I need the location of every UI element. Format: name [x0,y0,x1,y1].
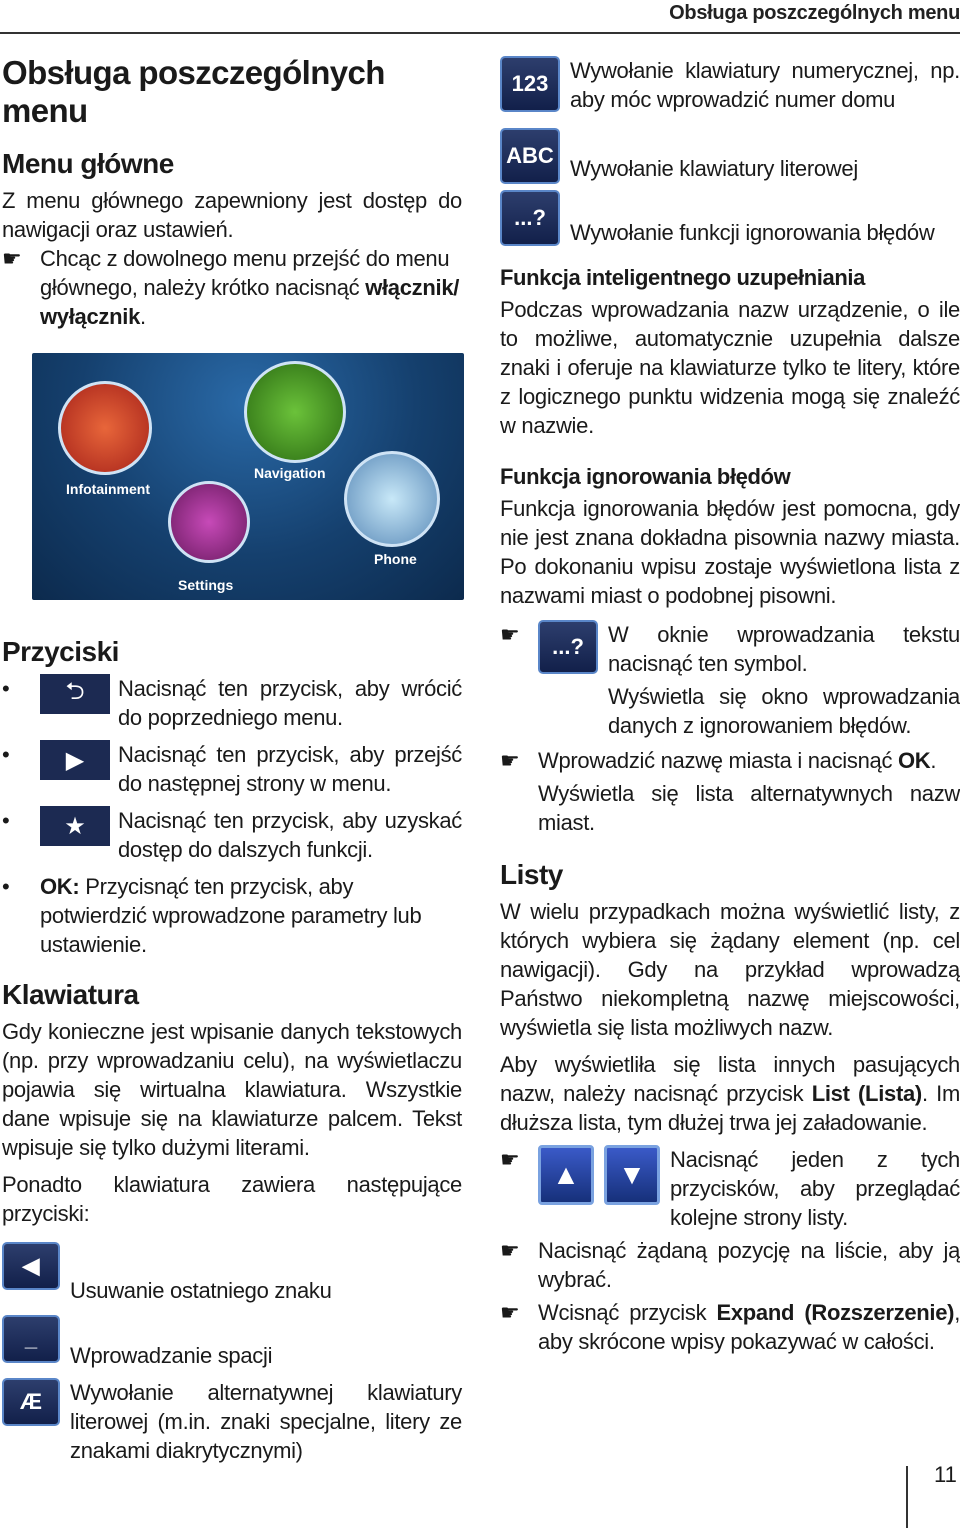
left-column [2,48,462,1465]
button-item-back: • ⮌ Nacisnąć ten przycisk, aby wrócić do poprzedniego menu. [2,676,462,730]
key-row-ignore [500,190,960,247]
play-next-icon: ▶ [40,740,110,780]
tip-text: Chcąc z dowolnego menu przejść do menu głównego, należy krótko nacisnąć [40,246,450,300]
header-rule [0,32,960,34]
button-desc: Nacisnąć ten przycisk, aby przejść do następnej strony w menu. [118,742,462,796]
step-text: Nacisnąć jeden z tych przycisków, aby przeglądać kolejne strony listy. [670,1147,960,1230]
page-number: 11 [934,1462,957,1487]
button-desc: Nacisnąć ten przycisk, aby uzyskać dostęp do dalszych funkcji. [118,808,462,862]
tip-bold: włącznik/ wyłącznik [40,275,460,329]
lists-para-2 [500,1050,960,1137]
page-number-rule [906,1466,908,1528]
key-desc: Wywołanie klawiatury numerycznej, np. aby móc wprowadzić numer domu [570,58,960,112]
step-text: Nacisnąć żądaną pozycję na liście, aby ją wybrać. [538,1238,960,1292]
pointing-hand-icon: ☛ [2,246,22,271]
menu-label-settings: Settings [178,577,234,593]
button-item-more: • ★ Nacisnąć ten przycisk, aby uzyskać dostęp do dalszych funkcji. [2,808,462,862]
key-desc: Wywołanie funkcji ignorowania błędów [570,220,935,245]
pointing-hand-icon: ☛ [500,1300,520,1325]
section-heading-main-menu: Menu główne [2,148,174,179]
menu-label-navigation: Navigation [254,465,326,481]
button-desc: Nacisnąć ten przycisk, aby wrócić do poprzedniego menu. [118,676,462,730]
para-suffix: . Im dłuższa lista, tym dłużej trwa jej załadowanie. [500,1081,960,1135]
key-row-alt-keyboard [2,1378,462,1465]
navigation-icon [244,361,346,463]
section-heading-smart: Funkcja inteligentnego uzupełniania [500,265,865,290]
lists-step-1 [500,1145,960,1232]
space-icon: _ [2,1315,60,1363]
key-desc: Usuwanie ostatniego znaku [70,1278,332,1303]
backspace-icon: ◀ [2,1242,60,1290]
button-item-next: • ▶ Nacisnąć ten przycisk, aby przejść do następnej strony w menu. [2,742,462,796]
ae-ligature-icon: Æ [2,1378,60,1426]
keyboard-para-2: Ponadto klawiatura zawiera następujące przyciski: [2,1172,462,1226]
main-menu-tip [2,244,462,331]
key-desc: Wywołanie klawiatury literowej [570,156,858,181]
step-bold: OK [897,748,931,773]
ignore-errors-icon: ...? [538,620,598,674]
key-row-backspace [2,1242,462,1305]
main-menu-screenshot [32,353,464,600]
button-item-ok: • OK: Przycisnąć ten przycisk, aby potwierdzić wprowadzone parametry lub ustawienie. [2,874,422,957]
lists-step-3 [500,1298,960,1356]
scroll-down-icon: ▼ [604,1145,660,1205]
step-bold: Expand (Rozszerzenie) [716,1300,955,1325]
ignore-step-1 [500,620,960,678]
key-row-numeric [500,56,960,114]
main-menu-intro: Z menu głównego zapewniony jest dostęp do nawigacji oraz ustawień. [2,188,462,242]
section-heading-keyboard: Klawiatura [2,979,139,1010]
star-icon: ★ [40,806,110,846]
lists-step-2 [500,1236,960,1294]
para-text: Aby wyświetliła się lista innych pasujących nazw, należy nacisnąć przycisk [500,1052,960,1106]
numeric-keyboard-icon: 123 [500,56,560,112]
key-desc: Wprowadzanie spacji [70,1343,273,1368]
section-heading-ignore: Funkcja ignorowania błędów [500,464,791,489]
ok-text: Przycisnąć ten przycisk, aby potwierdzić wprowadzone parametry lub ustawienie. [40,874,422,957]
back-icon: ⮌ [40,674,110,714]
section-heading-buttons: Przyciski [2,636,119,667]
settings-gear-icon [168,481,250,563]
section-heading-lists: Listy [500,859,563,890]
infotainment-icon [58,381,152,475]
pointing-hand-icon: ☛ [500,748,520,773]
ignore-step-2 [500,746,960,775]
phone-icon [344,451,440,547]
ignore-step-1-result: Wyświetla się okno wprowadzania danych z ignorowaniem błędów. [608,684,960,738]
key-row-letters [500,128,960,184]
pointing-hand-icon: ☛ [500,622,520,647]
page-title: Obsługa poszczególnych menu [2,54,385,129]
ignore-step-2-result: Wyświetla się lista alternatywnych nazw miast. [538,781,960,835]
menu-label-phone: Phone [374,551,417,567]
step-text: W oknie wprowadzania tekstu nacisnąć ten symbol. [608,622,960,676]
ignore-errors-icon: ...? [500,190,560,246]
lists-para-1: W wielu przypadkach można wyświetlić listy, z których wybiera się żądany element (np. cel nawigacji). Gdy na przykład wprowadzą Państwo niekompletną nazwę miejscowości, wyświetla się lista możliwych nazw. [500,899,960,1040]
step-text: Wcisnąć przycisk [538,1300,717,1325]
para-bold: List (Lista) [811,1081,922,1106]
pointing-hand-icon: ☛ [500,1238,520,1263]
menu-label-infotainment: Infotainment [66,481,150,497]
step-suffix: . [930,748,937,773]
right-column [500,56,960,1356]
scroll-buttons [538,1145,660,1205]
step-text: Wprowadzić nazwę miasta i nacisnąć [538,748,898,773]
ignore-text: Funkcja ignorowania błędów jest pomocna, gdy nie jest znana dokładna pisownia nazwy miasta. Po dokonaniu wpisu zostaje wyświetlona lista z nazwami miast o podobnej pisowni. [500,496,960,608]
pointing-hand-icon: ☛ [500,1147,520,1172]
running-header: Obsługa poszczególnych menu [669,2,960,24]
scroll-up-icon: ▲ [538,1145,594,1205]
tip-suffix: . [140,304,146,329]
letter-keyboard-icon: ABC [500,128,560,184]
key-desc: Wywołanie alternatywnej klawiatury literowej (m.in. znaki specjalne, litery ze znakami diakrytycznymi) [70,1380,462,1463]
step-suffix: , aby skrócone wpisy pokazywać w całości. [538,1300,960,1354]
smart-text: Podczas wprowadzania nazw urządzenie, o ile to możliwe, automatycznie uzupełnia dalsze znaki i oferuje na klawiaturze tylko te litery, które z logicznego punktu widzenia mogą się znaleźć w nazwie. [500,297,960,438]
ok-bold: OK: [40,874,80,899]
key-row-space [2,1315,462,1370]
keyboard-para-1: Gdy konieczne jest wpisanie danych tekstowych (np. przy wprowadzaniu celu), na wyświetlaczu pojawia się wirtualna klawiatura. Wszystkie dane wpisuje się na klawiaturze palcem. Tekst wpisuje się tylko dużymi literami. [2,1019,462,1160]
